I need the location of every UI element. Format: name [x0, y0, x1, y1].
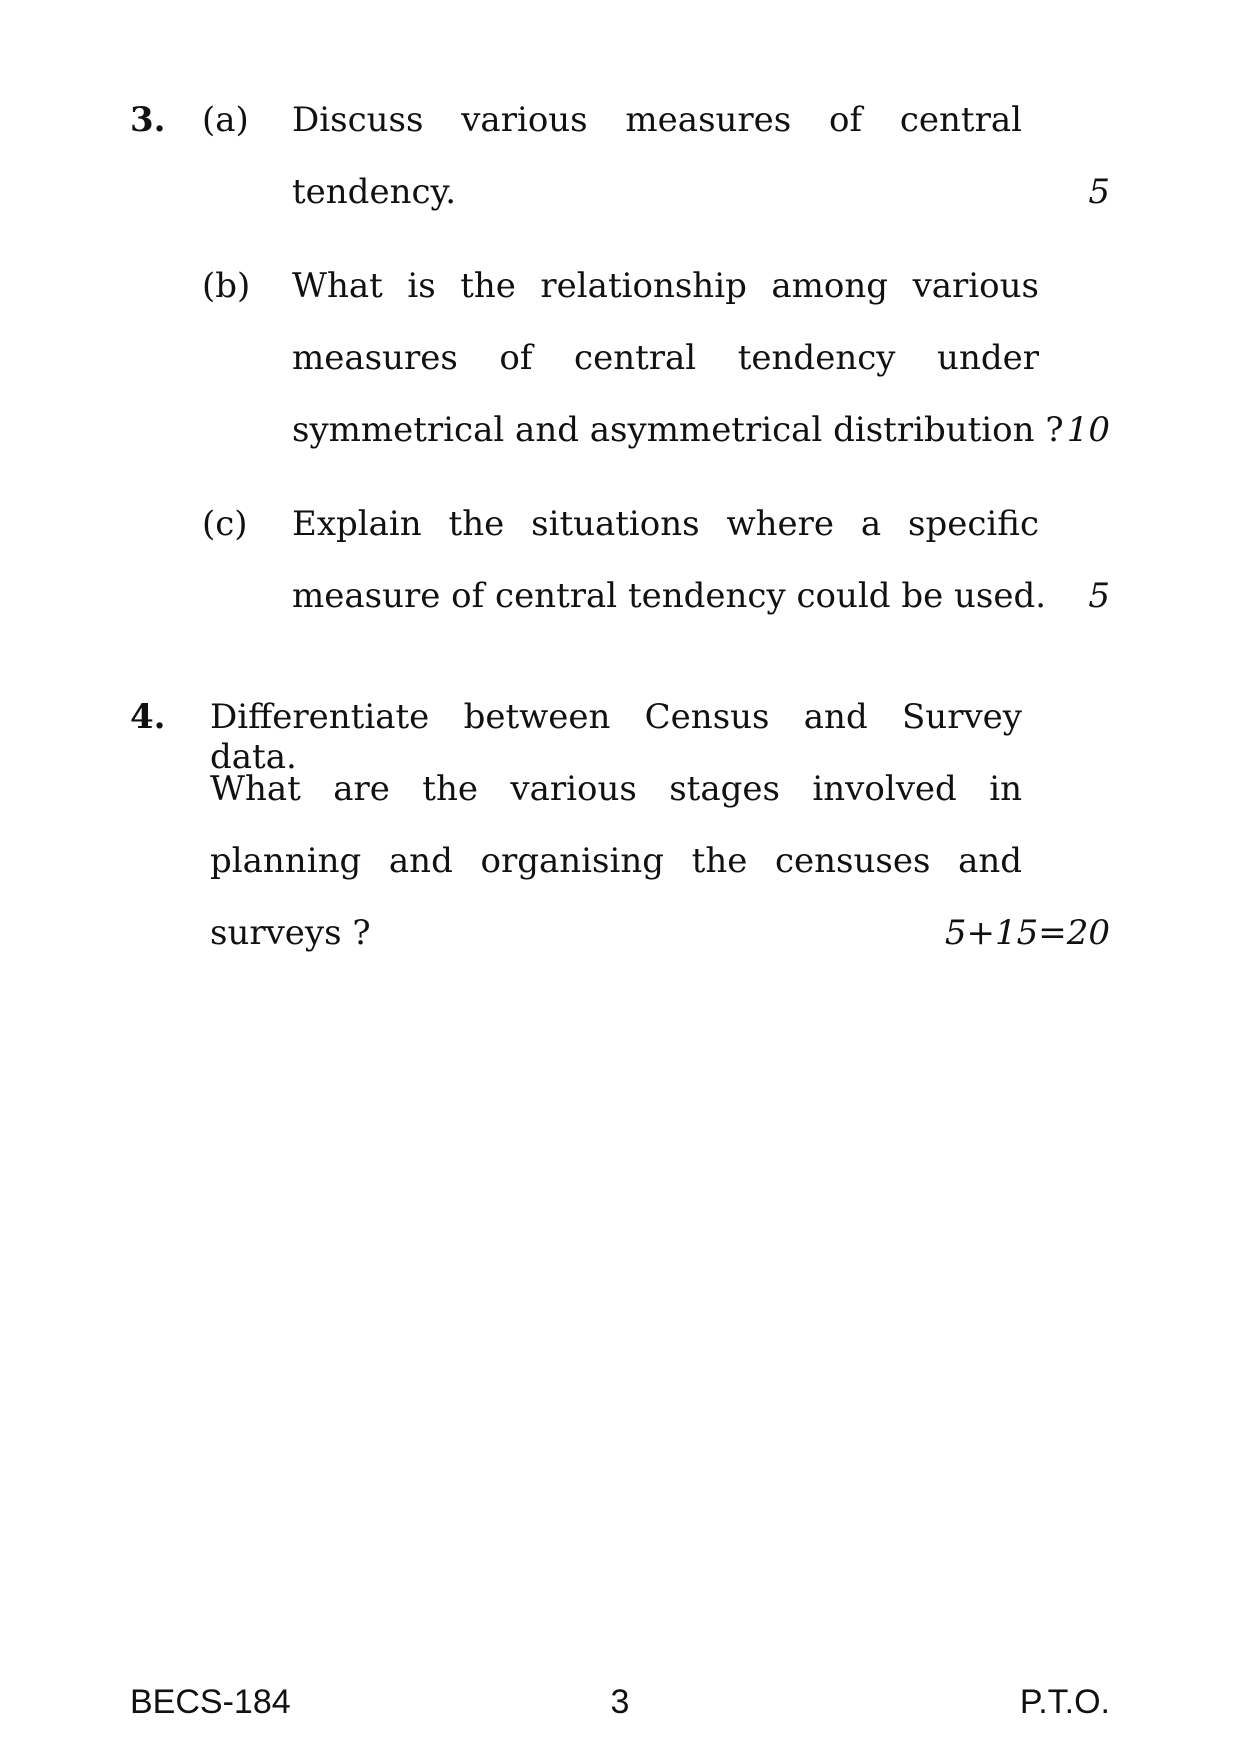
- question-text-line: What is the relationship among various: [292, 266, 1039, 306]
- part-label: (c): [202, 504, 248, 544]
- question-text-line: measure of central tendency could be used.: [292, 576, 1047, 616]
- question-number: 4.: [130, 697, 166, 737]
- marks: 5: [1088, 172, 1110, 212]
- question-text-line: tendency.: [292, 172, 457, 212]
- question-text-line: Explain the situations where a specific: [292, 504, 1039, 544]
- question-text-line: planning and organising the censuses and: [210, 841, 1022, 881]
- question-text-line: symmetrical and asymmetrical distribution ?: [292, 410, 1064, 450]
- question-text-line: Differentiate between Census and Survey data.: [210, 697, 1022, 777]
- question-text-line: surveys ?: [210, 913, 371, 953]
- marks: 5: [1088, 576, 1110, 616]
- page-number: 3: [610, 1683, 630, 1721]
- part-label: (a): [202, 100, 249, 140]
- pto-label: P.T.O.: [1019, 1683, 1110, 1721]
- marks: 5+15=20: [944, 913, 1110, 953]
- question-text-line: What are the various stages involved in: [210, 769, 1022, 809]
- marks: 10: [1066, 410, 1110, 450]
- paper-code: BECS-184: [130, 1683, 291, 1721]
- part-label: (b): [202, 266, 251, 306]
- question-number: 3.: [130, 100, 166, 140]
- question-text-line: Discuss various measures of central: [292, 100, 1022, 140]
- question-text-line: measures of central tendency under: [292, 338, 1039, 378]
